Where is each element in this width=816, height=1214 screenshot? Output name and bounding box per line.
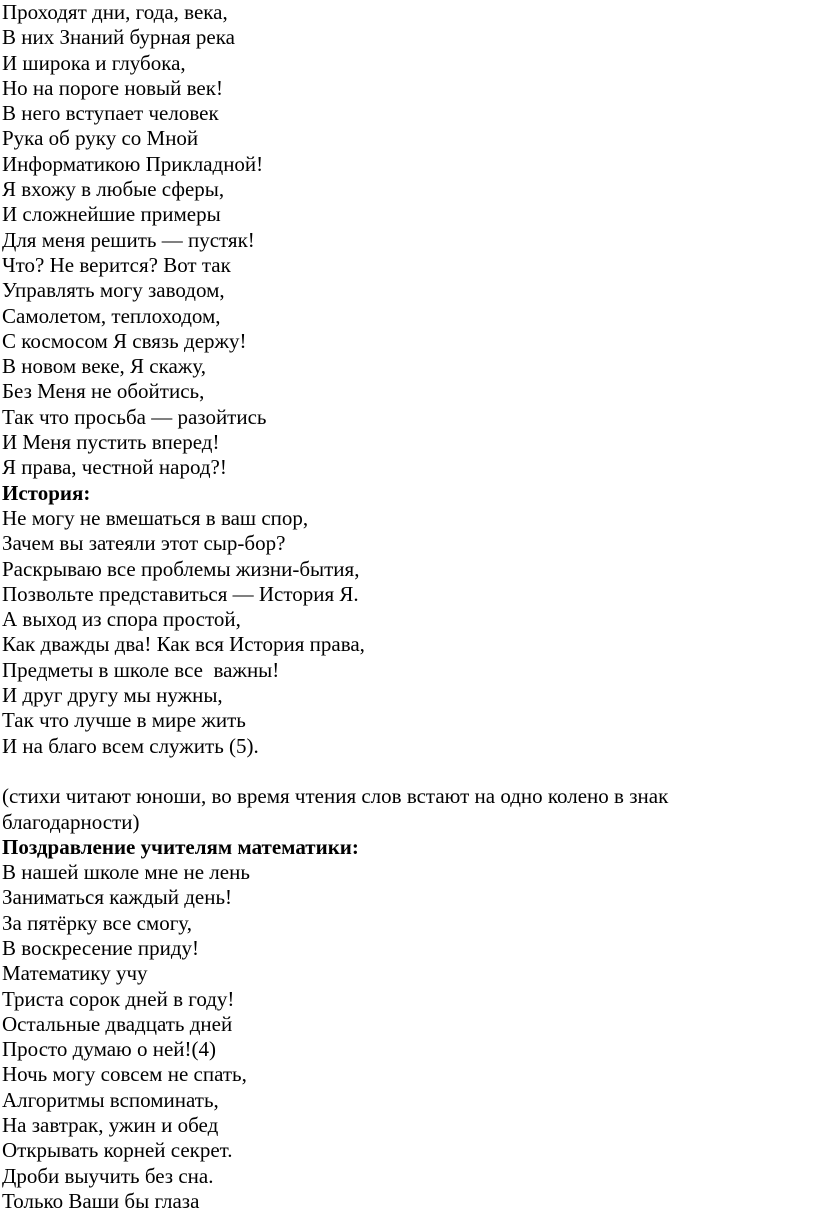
poem-line: Остальные двадцать дней <box>2 1011 233 1036</box>
poem-line: Информатикою Прикладной! <box>2 151 264 176</box>
poem-line: И Меня пустить вперед! <box>2 430 220 455</box>
poem-line: В воскресение приду! <box>2 935 200 960</box>
poem-history <box>2 481 816 759</box>
poem-line: Так что лучше в мире жить <box>2 708 246 733</box>
poem-line: Только Ваши бы глаза <box>2 1188 200 1213</box>
poem-line: Предметы в школе все важны! <box>2 657 280 682</box>
poem-informatics <box>2 0 816 481</box>
poem-line: Что? Не верится? Вот так <box>2 252 231 277</box>
poem-line: И широка и глубока, <box>2 50 186 75</box>
stage-direction: (стихи читают юноши, во время чтения слов встают на одно колено в знак благодарности) <box>2 784 669 834</box>
poem-line: Заниматься каждый день! <box>2 885 233 910</box>
section-heading-math: Поздравление учителям математики: <box>2 834 359 859</box>
section-heading-history: История: <box>2 480 91 505</box>
poem-line: И на благо всем служить (5). <box>2 733 259 758</box>
poem-line: Для меня решить — пустяк! <box>2 227 255 252</box>
poem-line: Как дважды два! Как вся История права, <box>2 632 365 657</box>
poem-line: Управлять могу заводом, <box>2 278 225 303</box>
poem-line: В новом веке, Я скажу, <box>2 354 206 379</box>
poem-line: Позвольте представиться — История Я. <box>2 581 359 606</box>
poem-line: За пятёрку все смогу, <box>2 910 192 935</box>
poem-line: Я вхожу в любые сферы, <box>2 177 225 202</box>
poem-line: Не могу не вмешаться в ваш спор, <box>2 505 309 530</box>
poem-line: Триста сорок дней в году! <box>2 986 235 1011</box>
poem-line: Раскрываю все проблемы жизни-бытия, <box>2 556 360 581</box>
poem-line: Без Меня не обойтись, <box>2 379 205 404</box>
poem-line: Открывать корней секрет. <box>2 1138 233 1163</box>
poem-line: Проходят дни, года, века, <box>2 0 228 24</box>
poem-line: На завтрак, ужин и обед <box>2 1113 219 1138</box>
poem-line: Алгоритмы вспоминать, <box>2 1087 219 1112</box>
poem-line: Зачем вы затеяли этот сыр-бор? <box>2 531 286 556</box>
poem-line: С космосом Я связь держу! <box>2 328 247 353</box>
poem-line: В них Знаний бурная река <box>2 25 235 50</box>
poem-line: Дроби выучить без сна. <box>2 1163 214 1188</box>
poem-line: Просто думаю о ней!(4) <box>2 1037 216 1062</box>
poem-line: Ночь могу совсем не спать, <box>2 1062 247 1087</box>
poem-line: Математику учу <box>2 961 148 986</box>
poem-line: Самолетом, теплоходом, <box>2 303 221 328</box>
poem-math <box>2 835 816 1214</box>
poem-line: Так что просьба — разойтись <box>2 404 267 429</box>
poem-line: Рука об руку со Мной <box>2 126 199 151</box>
poem-line: А выход из спора простой, <box>2 607 241 632</box>
blank-line <box>2 759 816 784</box>
poem-line: В нашей школе мне не лень <box>2 860 250 885</box>
poem-line: Но на пороге новый век! <box>2 75 223 100</box>
poem-line: И друг другу мы нужны, <box>2 683 223 708</box>
poem-line: В него вступает человек <box>2 101 219 126</box>
poem-line: Я права, честной народ?! <box>2 455 227 480</box>
poem-line: И сложнейшие примеры <box>2 202 221 227</box>
